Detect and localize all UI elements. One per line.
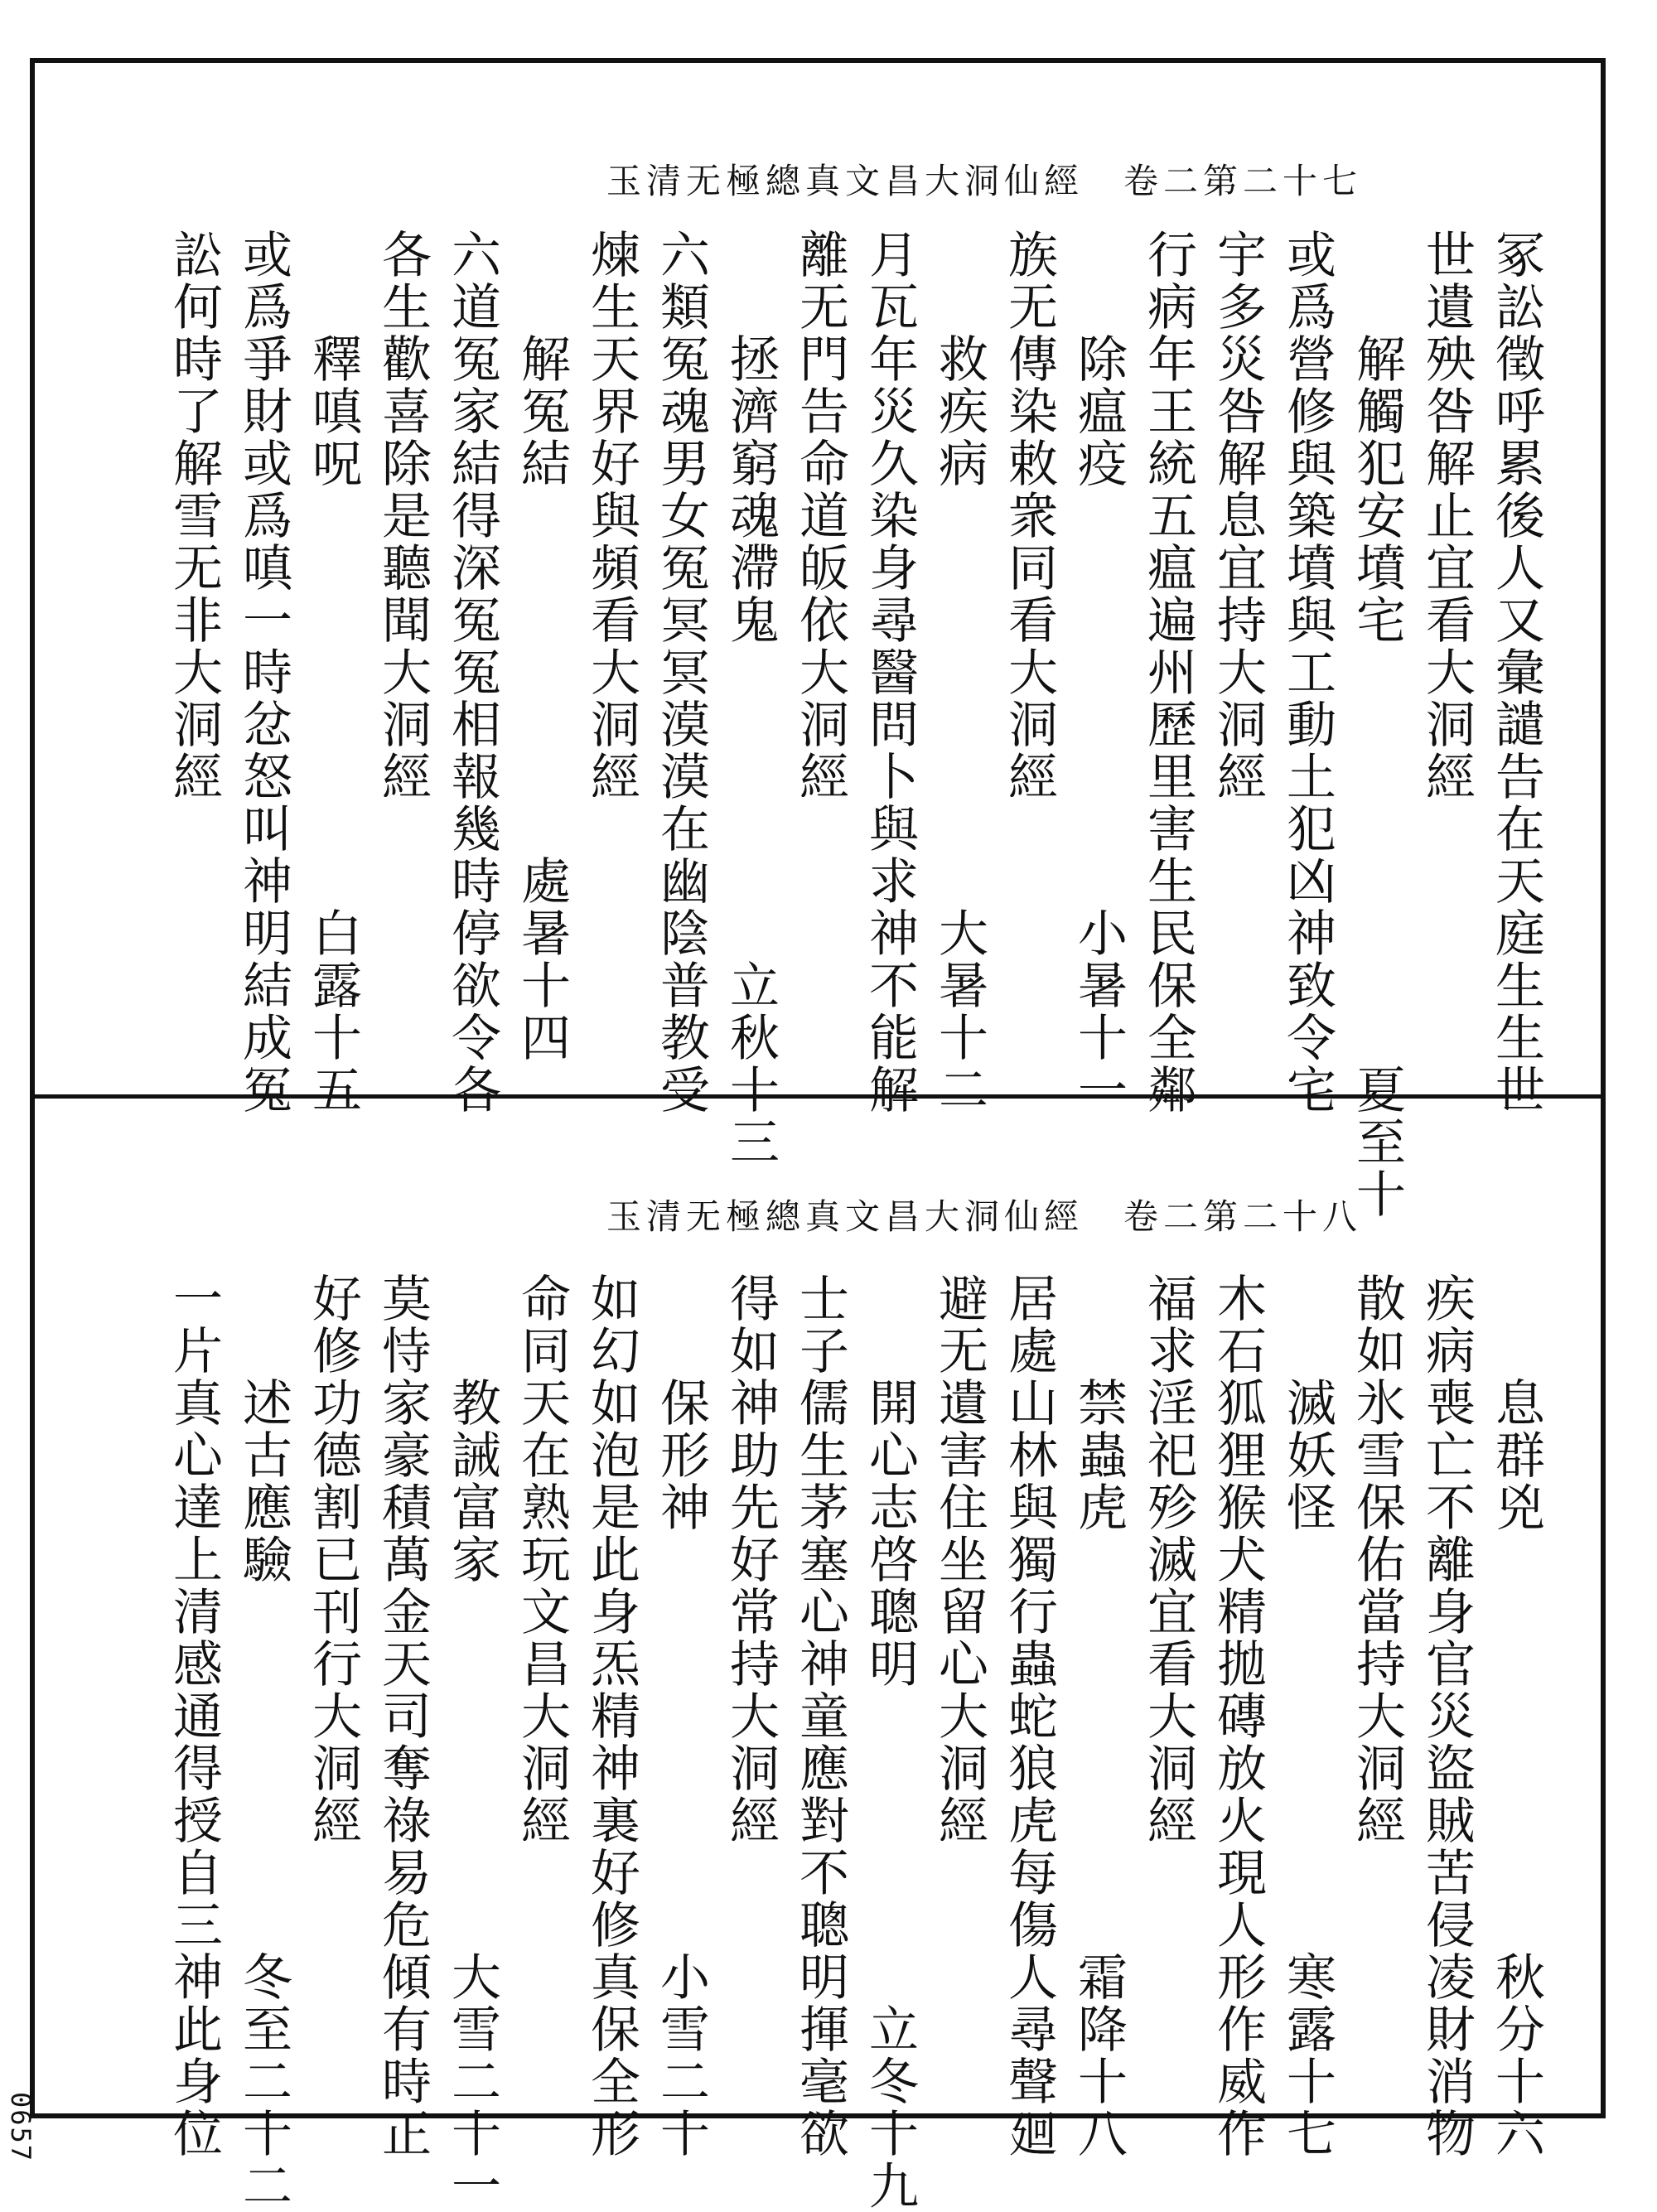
page-number: 0657 <box>5 2091 36 2162</box>
text-column: 禁蟲虎 霜降十八 <box>1070 1273 1128 2160</box>
text-column: 保形神 小雪二十 <box>652 1273 710 2160</box>
text-column: 居處山林與獨行蟲蛇狼虎每傷人尋聲廻 <box>1000 1273 1058 2160</box>
text-column: 福求淫祀殄滅宜看大洞經 <box>1139 1273 1197 1847</box>
text-column: 息群兇 秋分十六 <box>1487 1273 1545 2160</box>
text-column: 釋嗔呪 白露十五 <box>304 229 362 1116</box>
text-column: 得如神助先好常持大洞經 <box>722 1273 780 1847</box>
text-column: 訟何時了解雪无非大洞經 <box>165 229 223 803</box>
page-header: 玉清无極總真文昌大洞仙經 卷二第二十八 <box>606 1196 1363 1237</box>
text-column: 六類冤魂男女冤冥冥漠漠在幽陰普教受 <box>652 229 710 1116</box>
text-column: 月瓦年災久染身尋醫問卜與求神不能解 <box>861 229 919 1116</box>
text-column: 族无傳染敕衆同看大洞經 <box>1000 229 1058 803</box>
text-column: 各生歡喜除是聽聞大洞經 <box>374 229 432 803</box>
page-header: 玉清无極總真文昌大洞仙經 卷二第二十七 <box>606 161 1363 201</box>
text-column: 或爲營修與築墳與工動土犯凶神致令宅 <box>1278 229 1336 1116</box>
text-column: 命同天在熟玩文昌大洞經 <box>513 1273 571 1847</box>
text-column: 煉生天界好與頻看大洞經 <box>582 229 640 803</box>
text-column: 好修功德割已刊行大洞經 <box>304 1273 362 1847</box>
text-column: 救疾病 大暑十二 <box>930 229 988 1116</box>
text-column: 教誡富家 大雪二十一 <box>443 1273 501 2212</box>
text-column: 除瘟疫 小暑十一 <box>1070 229 1128 1116</box>
text-column: 離无門告命道皈依大洞經 <box>791 229 849 803</box>
text-column: 木石狐狸猴犬精拋磚放火現人形作威作 <box>1209 1273 1267 2160</box>
text-column: 疾病喪亡不離身官災盜賊苦侵凌財消物 <box>1418 1273 1476 2160</box>
text-column: 六道冤家結得深冤冤相報幾時停欲令各 <box>443 229 501 1116</box>
text-column: 莫恃家豪積萬金天司奪祿易危傾有時正 <box>374 1273 432 2160</box>
text-column: 拯濟窮魂滯鬼 立秋十三 <box>722 229 780 1168</box>
text-column: 如幻如泡是此身炁精神裏好修真保全形 <box>582 1273 640 2160</box>
text-column: 解觸犯安墳宅 夏至十 <box>1348 229 1406 1220</box>
text-column: 宇多災咎解息宜持大洞經 <box>1209 229 1267 803</box>
text-column: 一片真心達上清感通得授自三神此身位 <box>165 1273 223 2160</box>
lower-page <box>35 1099 1601 2212</box>
text-column: 解冤結 處暑十四 <box>513 229 571 1064</box>
page-frame <box>30 58 1606 2212</box>
text-column: 開心志啓聰明 立冬十九 <box>861 1273 919 2212</box>
text-column: 述古應驗 冬至二十二 <box>234 1273 292 2212</box>
text-column: 滅妖怪 寒露十七 <box>1278 1273 1336 2160</box>
text-columns <box>159 1273 1551 2212</box>
text-column: 世遺殃咎解止宜看大洞經 <box>1418 229 1476 803</box>
text-column: 散如氷雪保佑當持大洞經 <box>1348 1273 1406 1847</box>
text-column: 行病年王統五瘟遍州歷里害生民保全鄰 <box>1139 229 1197 1116</box>
text-column: 或爲爭財或爲嗔一時忿怒叫神明結成冤 <box>234 229 292 1116</box>
text-column: 冢訟徵呼累後人又彙譴告在天庭生生世 <box>1487 229 1545 1116</box>
text-column: 士子儒生茅塞心神童應對不聰明揮毫欲 <box>791 1273 849 2160</box>
text-column: 避无遺害住坐留心大洞經 <box>930 1273 988 1847</box>
